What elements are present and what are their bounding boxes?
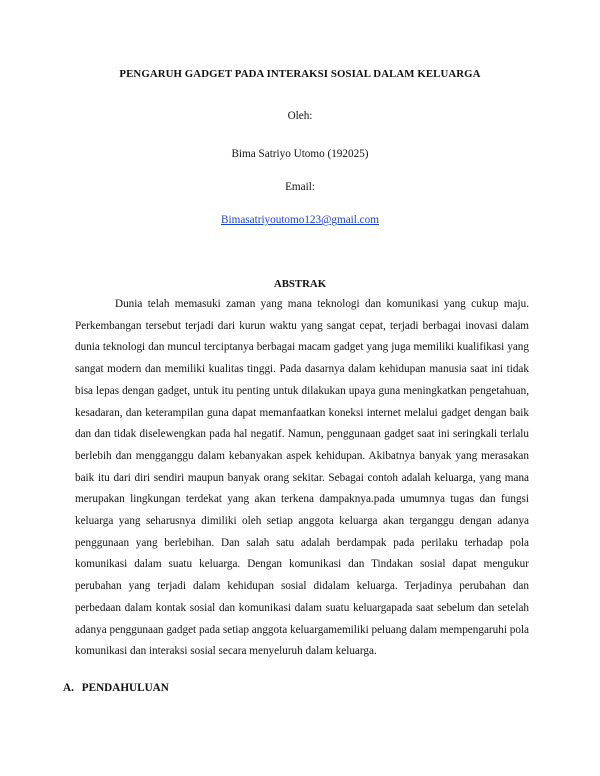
- section-heading: [63, 682, 169, 694]
- email-label: Email:: [285, 181, 315, 193]
- abstract-body: Dunia telah memasuki zaman yang mana teknologi dan komunikasi yang cukup maju. Perkembangan tersebut terjadi dari kurun waktu yang sangat cepat, terjadi berbagai inovasi dalam dunia teknologi dan muncul terciptanya berbagai macam gadget yang juga memiliki kualifikasi yang sangat modern dan memiliki kualitas tinggi. Pada dasarnya dalam kehidupan manusia saat ini tidak bisa lepas dengan gadget, untuk itu penting untuk dilakukan upaya guna meningkatkan pengetahuan, kesadaran, dan keterampilan guna dapat memanfaatkan koneksi internet melalui gadget dengan baik dan dan tidak diselewengkan pada hal negatif. Namun, penggunaan gadget saat ini seringkali terlalu berlebih dan mengganggu dalam kebanyakan aspek kehidupan. Akibatnya banyak yang merasakan baik itu dari diri sendiri maupun banyak orang sekitar. Sebagai contoh adalah keluarga, yang mana merupakan lingkungan terdekat yang akan terkena dampaknya.pada umumnya tugas dan fungsi keluarga yang seharusnya dimiliki oleh setiap anggota keluarga akan terganggu dengan adanya penggunaan yang berlebihan. Dan salah satu adalah berdampak pada perilaku terhadap pola komunikasi dalam suatu keluarga. Dengan komunikasi dan Tindakan sosial dapat mengukur perubahan yang terjadi dalam kehidupan sosial didalam keluarga. Terjadinya perubahan dan perbedaan dalam kontak sosial dan komunikasi dalam suatu keluargapada saat sebelum dan setelah adanya penggunaan gadget pada setiap anggota keluargamemiliki peluang dalam mempengaruhi pola komunikasi dan interaksi sosial secara menyeluruh dalam keluarga.: [75, 298, 529, 658]
- section-number: A.: [63, 682, 74, 694]
- author-name: Bima Satriyo Utomo (192025): [231, 148, 369, 160]
- paper-title: PENGARUH GADGET PADA INTERAKSI SOSIAL DALAM KELUARGA: [119, 68, 481, 80]
- email-link[interactable]: Bimasatriyoutomo123@gmail.com: [221, 214, 379, 226]
- section-title: PENDAHULUAN: [81, 682, 169, 694]
- by-label: Oleh:: [287, 110, 313, 122]
- abstract-heading: ABSTRAK: [273, 278, 327, 290]
